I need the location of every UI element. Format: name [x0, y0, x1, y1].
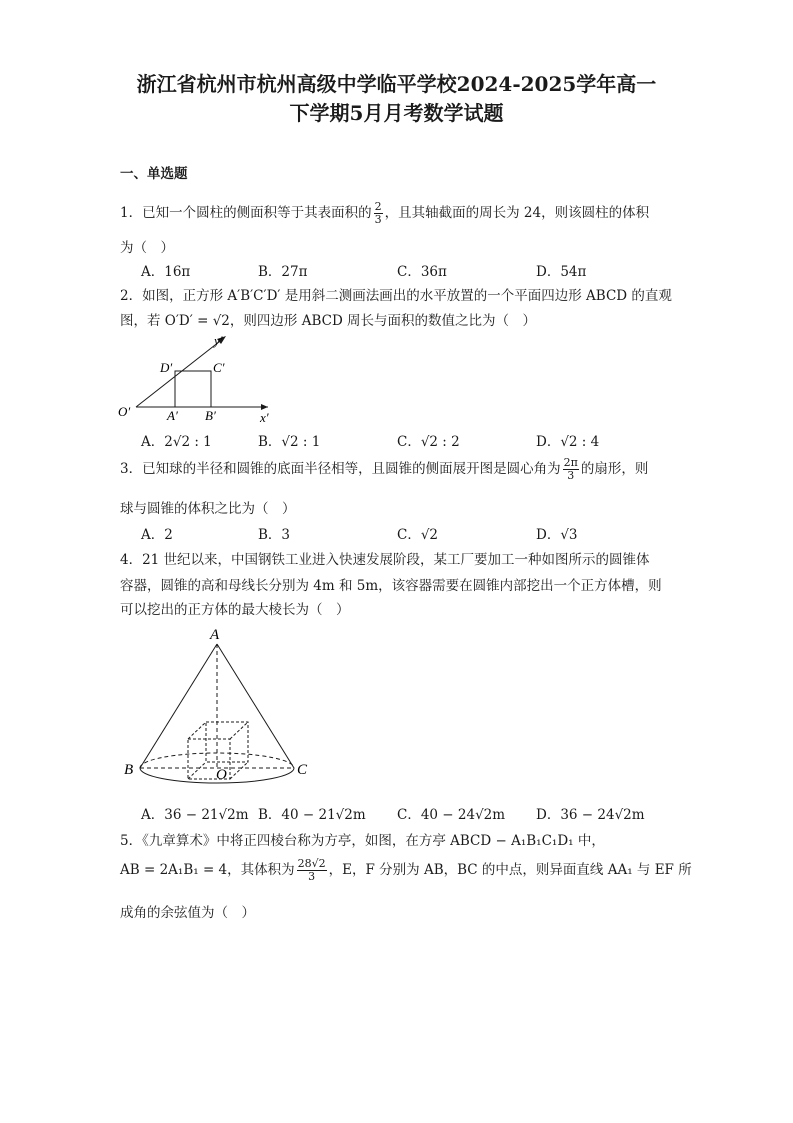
question-3-text-a: 3．已知球的半径和圆锥的底面半径相等，且圆锥的侧面展开图是圆心角为 — [120, 461, 561, 477]
label-a: A — [210, 627, 220, 643]
question-3-text-b: 的扇形，则 — [580, 461, 649, 477]
square-a-b-c-d — [175, 371, 211, 407]
section-heading: 一、单选题 — [120, 166, 188, 182]
cone-right-slant — [217, 644, 294, 768]
question-5-line-1: 5．《九章算术》中将正四棱台称为方亭，如图，在方亭 ABCD − A₁B₁C₁D₁ 中， — [120, 833, 605, 849]
question-1-text-a: 1．已知一个圆柱的侧面积等于其表面积的 — [120, 205, 372, 221]
question-1-option-b: B．27π — [258, 264, 308, 280]
question-3-fraction: $\frac{2\pi}{3}$ — [563, 456, 578, 482]
question-5-line-2 — [120, 858, 692, 883]
label-o-prime: O′ — [118, 404, 131, 419]
question-3-option-d: D．√3 — [536, 527, 578, 543]
question-3-option-b: B．3 — [258, 527, 291, 543]
label-c: C — [297, 762, 308, 778]
question-1-line-1 — [120, 201, 649, 226]
oblique-square-figure — [116, 330, 286, 426]
question-1-fraction: $\frac{2}{3}$ — [374, 200, 382, 226]
label-d-prime: D′ — [160, 360, 173, 375]
question-4-option-a: A．36 − 21√2m — [141, 807, 249, 823]
question-3-line-1 — [120, 457, 648, 482]
label-b-prime: B′ — [205, 408, 216, 423]
question-4-option-c: C．40 − 24√2m — [397, 807, 506, 823]
question-5-fraction: $\frac{28√2}{3}$ — [297, 857, 326, 883]
question-2-line-2: 图，若 O′D′ = √2，则四边形 ABCD 周长与面积的数值之比为（ ） — [120, 313, 537, 329]
cone-cube-figure — [118, 622, 318, 788]
question-2-option-c: C．√2 : 2 — [397, 434, 460, 450]
question-1-option-d: D．54π — [536, 264, 587, 280]
question-5-text-a: AB = 2A₁B₁ = 4，其体积为 — [120, 862, 295, 878]
page-title-line-1: 浙江省杭州市杭州高级中学临平学校2024-2025学年高一 — [136, 72, 657, 96]
question-2-option-d: D．√2 : 4 — [536, 434, 600, 450]
question-1-text-b: ，且其轴截面的周长为 24，则该圆柱的体积 — [384, 205, 650, 221]
question-1-line-2: 为（ ） — [120, 240, 174, 256]
label-c-prime: C′ — [213, 360, 225, 375]
question-3-option-c: C．√2 — [397, 527, 439, 543]
question-5-line-3: 成角的余弦值为（ ） — [120, 905, 255, 921]
cone-left-slant — [140, 644, 217, 768]
question-3-line-2: 球与圆锥的体积之比为（ ） — [120, 501, 296, 517]
question-1-option-a: A．16π — [141, 264, 191, 280]
label-o: O — [216, 767, 227, 783]
label-b: B — [124, 762, 134, 778]
question-1-option-c: C．36π — [397, 264, 447, 280]
question-4-line-3: 可以挖出的正方体的最大棱长为（ ） — [120, 602, 350, 618]
question-2-option-b: B．√2 : 1 — [258, 434, 321, 450]
label-y-prime: y′ — [214, 333, 223, 348]
question-2-option-a: A．2√2 : 1 — [141, 434, 212, 450]
question-2-line-1: 2．如图，正方形 A′B′C′D′ 是用斜二测画法画出的水平放置的一个平面四边形 ABCD 的直观 — [120, 288, 672, 304]
question-4-line-1: 4．21 世纪以来，中国钢铁工业进入快速发展阶段，某工厂要加工一种如图所示的圆锥体 — [120, 552, 650, 568]
page-title-line-2: 下学期5月月考数学试题 — [289, 101, 504, 125]
label-x-prime: x′ — [260, 410, 269, 425]
question-4-option-b: B．40 − 21√2m — [258, 807, 366, 823]
question-4-line-2: 容器，圆锥的高和母线长分别为 4m 和 5m，该容器需要在圆锥内部挖出一个正方体槽，则 — [120, 578, 662, 594]
question-3-option-a: A．2 — [141, 527, 173, 543]
label-a-prime: A′ — [167, 408, 178, 423]
question-5-text-b: ，E，F 分别为 AB，BC 的中点，则异面直线 AA₁ 与 EF 所 — [328, 862, 692, 878]
question-4-option-d: D．36 − 24√2m — [536, 807, 645, 823]
